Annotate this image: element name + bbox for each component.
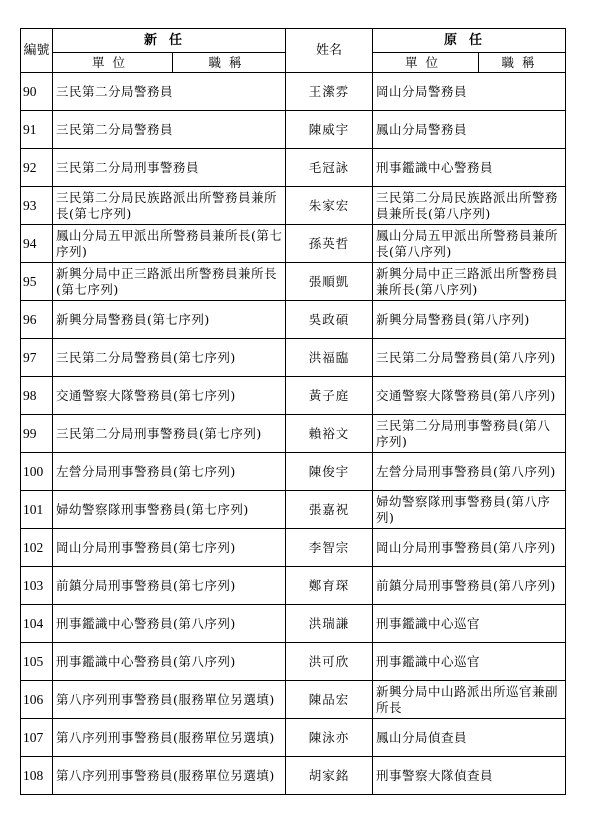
row-number: 92: [21, 149, 53, 187]
row-number: 108: [21, 757, 53, 795]
person-name: 毛冠詠: [286, 149, 373, 187]
old-post-cell: 三民第二分局民族路派出所警務員兼所長(第八序列): [373, 187, 566, 225]
person-name: 洪瑞謙: [286, 605, 373, 643]
row-number: 103: [21, 567, 53, 605]
old-post-cell: 三民第二分局刑事警務員(第八序列): [373, 415, 566, 453]
row-number: 102: [21, 529, 53, 567]
old-post-cell: 新興分局中正三路派出所警務員兼所長(第八序列): [373, 263, 566, 301]
table-body: [21, 73, 566, 795]
new-post-cell: 岡山分局刑事警務員(第七序列): [53, 529, 286, 567]
table-row: [21, 73, 566, 111]
new-unit-header: 單位: [53, 53, 173, 73]
table-row: [21, 263, 566, 301]
old-post-cell: 鳳山分局警務員: [373, 111, 566, 149]
old-post-cell: 婦幼警察隊刑事警務員(第八序列): [373, 491, 566, 529]
old-post-header: 原任: [373, 29, 566, 53]
new-post-cell: 刑事鑑識中心警務員(第八序列): [53, 643, 286, 681]
table-row: [21, 643, 566, 681]
old-post-cell: 三民第二分局警務員(第八序列): [373, 339, 566, 377]
person-name: 鄭育琛: [286, 567, 373, 605]
new-post-cell: 第八序列刑事警務員(服務單位另選填): [53, 757, 286, 795]
person-name: 朱家宏: [286, 187, 373, 225]
new-title-header: 職稱: [173, 53, 286, 73]
old-post-cell: 新興分局中山路派出所巡官兼副所長: [373, 681, 566, 719]
row-number: 98: [21, 377, 53, 415]
person-name: 吳政碩: [286, 301, 373, 339]
row-number: 105: [21, 643, 53, 681]
new-post-cell: 新興分局中正三路派出所警務員兼所長(第七序列): [53, 263, 286, 301]
table-row: [21, 453, 566, 491]
old-post-cell: 岡山分局警務員: [373, 73, 566, 111]
new-post-cell: 婦幼警察隊刑事警務員(第七序列): [53, 491, 286, 529]
table-row: [21, 719, 566, 757]
row-number: 107: [21, 719, 53, 757]
person-name: 黃子庭: [286, 377, 373, 415]
table-row: [21, 681, 566, 719]
old-post-cell: 鳳山分局五甲派出所警務員兼所長(第八序列): [373, 225, 566, 263]
old-post-cell: 刑事鑑識中心巡官: [373, 643, 566, 681]
person-name: 胡家銘: [286, 757, 373, 795]
row-number: 93: [21, 187, 53, 225]
person-name: 張順凱: [286, 263, 373, 301]
table-row: [21, 377, 566, 415]
table-row: [21, 111, 566, 149]
person-name: 孫英哲: [286, 225, 373, 263]
number-header: 編號: [21, 29, 53, 73]
table-row: [21, 187, 566, 225]
new-post-cell: 新興分局警務員(第七序列): [53, 301, 286, 339]
row-number: 95: [21, 263, 53, 301]
name-header: 姓名: [286, 29, 373, 73]
old-post-cell: 鳳山分局偵查員: [373, 719, 566, 757]
person-name: 陳威宇: [286, 111, 373, 149]
old-post-cell: 刑事鑑識中心巡官: [373, 605, 566, 643]
new-post-cell: 三民第二分局警務員(第七序列): [53, 339, 286, 377]
table-row: [21, 567, 566, 605]
new-post-cell: 三民第二分局警務員: [53, 111, 286, 149]
new-post-cell: 第八序列刑事警務員(服務單位另選填): [53, 681, 286, 719]
table-row: [21, 529, 566, 567]
personnel-table: [20, 28, 566, 795]
new-post-cell: 三民第二分局警務員: [53, 73, 286, 111]
table-row: [21, 605, 566, 643]
row-number: 96: [21, 301, 53, 339]
new-post-cell: 交通警察大隊警務員(第七序列): [53, 377, 286, 415]
row-number: 100: [21, 453, 53, 491]
table-row: [21, 149, 566, 187]
table-row: [21, 491, 566, 529]
new-post-cell: 第八序列刑事警務員(服務單位另選填): [53, 719, 286, 757]
table-row: [21, 339, 566, 377]
old-post-cell: 刑事警察大隊偵查員: [373, 757, 566, 795]
old-unit-header: 單位: [373, 53, 479, 73]
person-name: 李智宗: [286, 529, 373, 567]
table-row: [21, 301, 566, 339]
old-post-cell: 左營分局刑事警務員(第八序列): [373, 453, 566, 491]
new-post-cell: 三民第二分局民族路派出所警務員兼所長(第七序列): [53, 187, 286, 225]
row-number: 99: [21, 415, 53, 453]
row-number: 94: [21, 225, 53, 263]
row-number: 91: [21, 111, 53, 149]
row-number: 104: [21, 605, 53, 643]
person-name: 陳俊宇: [286, 453, 373, 491]
row-number: 101: [21, 491, 53, 529]
new-post-cell: 鳳山分局五甲派出所警務員兼所長(第七序列): [53, 225, 286, 263]
new-post-cell: 刑事鑑識中心警務員(第八序列): [53, 605, 286, 643]
new-post-cell: 左營分局刑事警務員(第七序列): [53, 453, 286, 491]
table-row: [21, 225, 566, 263]
table-row: [21, 757, 566, 795]
old-post-cell: 前鎮分局刑事警務員(第八序列): [373, 567, 566, 605]
old-title-header: 職稱: [479, 53, 566, 73]
header-row-top: [21, 29, 566, 53]
new-post-cell: 三民第二分局刑事警務員(第七序列): [53, 415, 286, 453]
old-post-cell: 刑事鑑識中心警務員: [373, 149, 566, 187]
new-post-cell: 前鎮分局刑事警務員(第七序列): [53, 567, 286, 605]
old-post-cell: 新興分局警務員(第八序列): [373, 301, 566, 339]
row-number: 106: [21, 681, 53, 719]
table-row: [21, 415, 566, 453]
old-post-cell: 岡山分局刑事警務員(第八序列): [373, 529, 566, 567]
person-name: 陳品宏: [286, 681, 373, 719]
new-post-cell: 三民第二分局刑事警務員: [53, 149, 286, 187]
row-number: 90: [21, 73, 53, 111]
person-name: 賴裕文: [286, 415, 373, 453]
row-number: 97: [21, 339, 53, 377]
person-name: 張嘉祝: [286, 491, 373, 529]
new-post-header: 新任: [53, 29, 286, 53]
person-name: 洪可欣: [286, 643, 373, 681]
person-name: 陳泳亦: [286, 719, 373, 757]
person-name: 洪福臨: [286, 339, 373, 377]
person-name: 王瀠雰: [286, 73, 373, 111]
old-post-cell: 交通警察大隊警務員(第八序列): [373, 377, 566, 415]
